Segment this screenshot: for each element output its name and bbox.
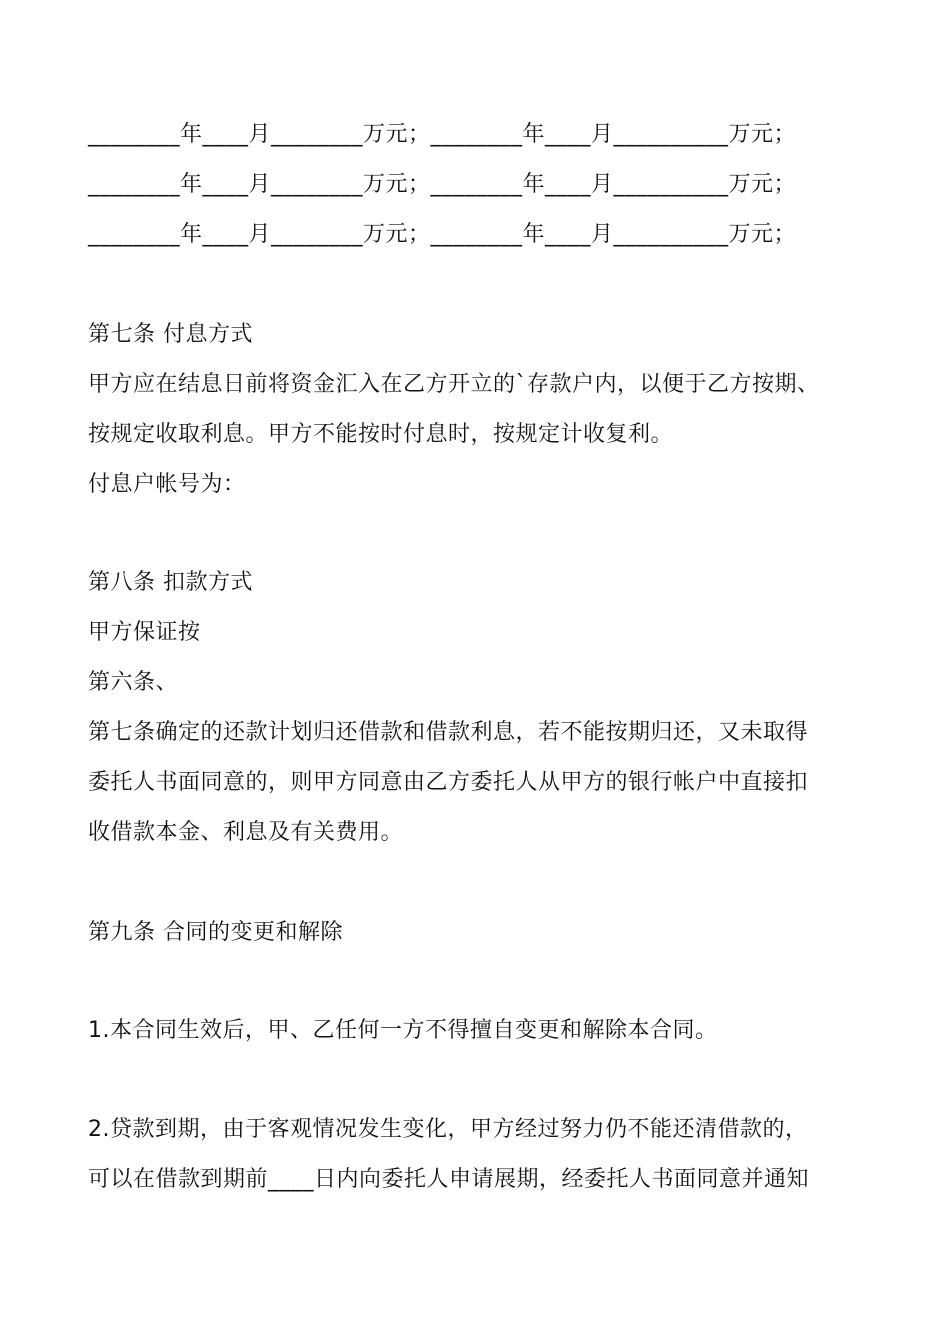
article-8-line-3: 第七条确定的还款计划归还借款和借款利息，若不能按期归还，又未取得 [88, 720, 809, 745]
article-8-line-5: 收借款本金、利息及有关费用。 [88, 820, 404, 845]
article-7-paragraph-line-1: 甲方应在结息日前将资金汇入在乙方开立的`存款户内，以便于乙方按期、 [88, 372, 820, 397]
interest-account-label: 付息户帐号为： [88, 472, 246, 497]
article-8-heading: 第八条 扣款方式 [88, 570, 253, 595]
article-9-heading: 第九条 合同的变更和解除 [88, 920, 343, 945]
article-9-item-2-line-2: 可以在借款到期前____日内向委托人申请展期，经委托人书面同意并通知 [88, 1167, 810, 1192]
article-7-heading: 第七条 付息方式 [88, 322, 253, 347]
article-7-paragraph-line-2: 按规定收取利息。甲方不能按时付息时，按规定计收复利。 [88, 422, 674, 447]
article-9-item-1: 1.本合同生效后，甲、乙任何一方不得擅自变更和解除本合同。 [88, 1018, 718, 1043]
repayment-schedule-row-3: ________年____月________万元；________年____月__________万元； [88, 222, 797, 247]
article-8-line-4: 委托人书面同意的，则甲方同意由乙方委托人从甲方的银行帐户中直接扣 [88, 770, 809, 795]
article-8-line-2: 第六条、 [88, 670, 179, 695]
article-9-item-2-line-1: 2.贷款到期，由于客观情况发生变化，甲方经过努力仍不能还清借款的， [88, 1117, 808, 1142]
article-8-line-1: 甲方保证按 [88, 620, 201, 645]
repayment-schedule-row-1: ________年____月________万元；________年____月__________万元； [88, 122, 797, 147]
repayment-schedule-row-2: ________年____月________万元；________年____月__________万元； [88, 172, 797, 197]
